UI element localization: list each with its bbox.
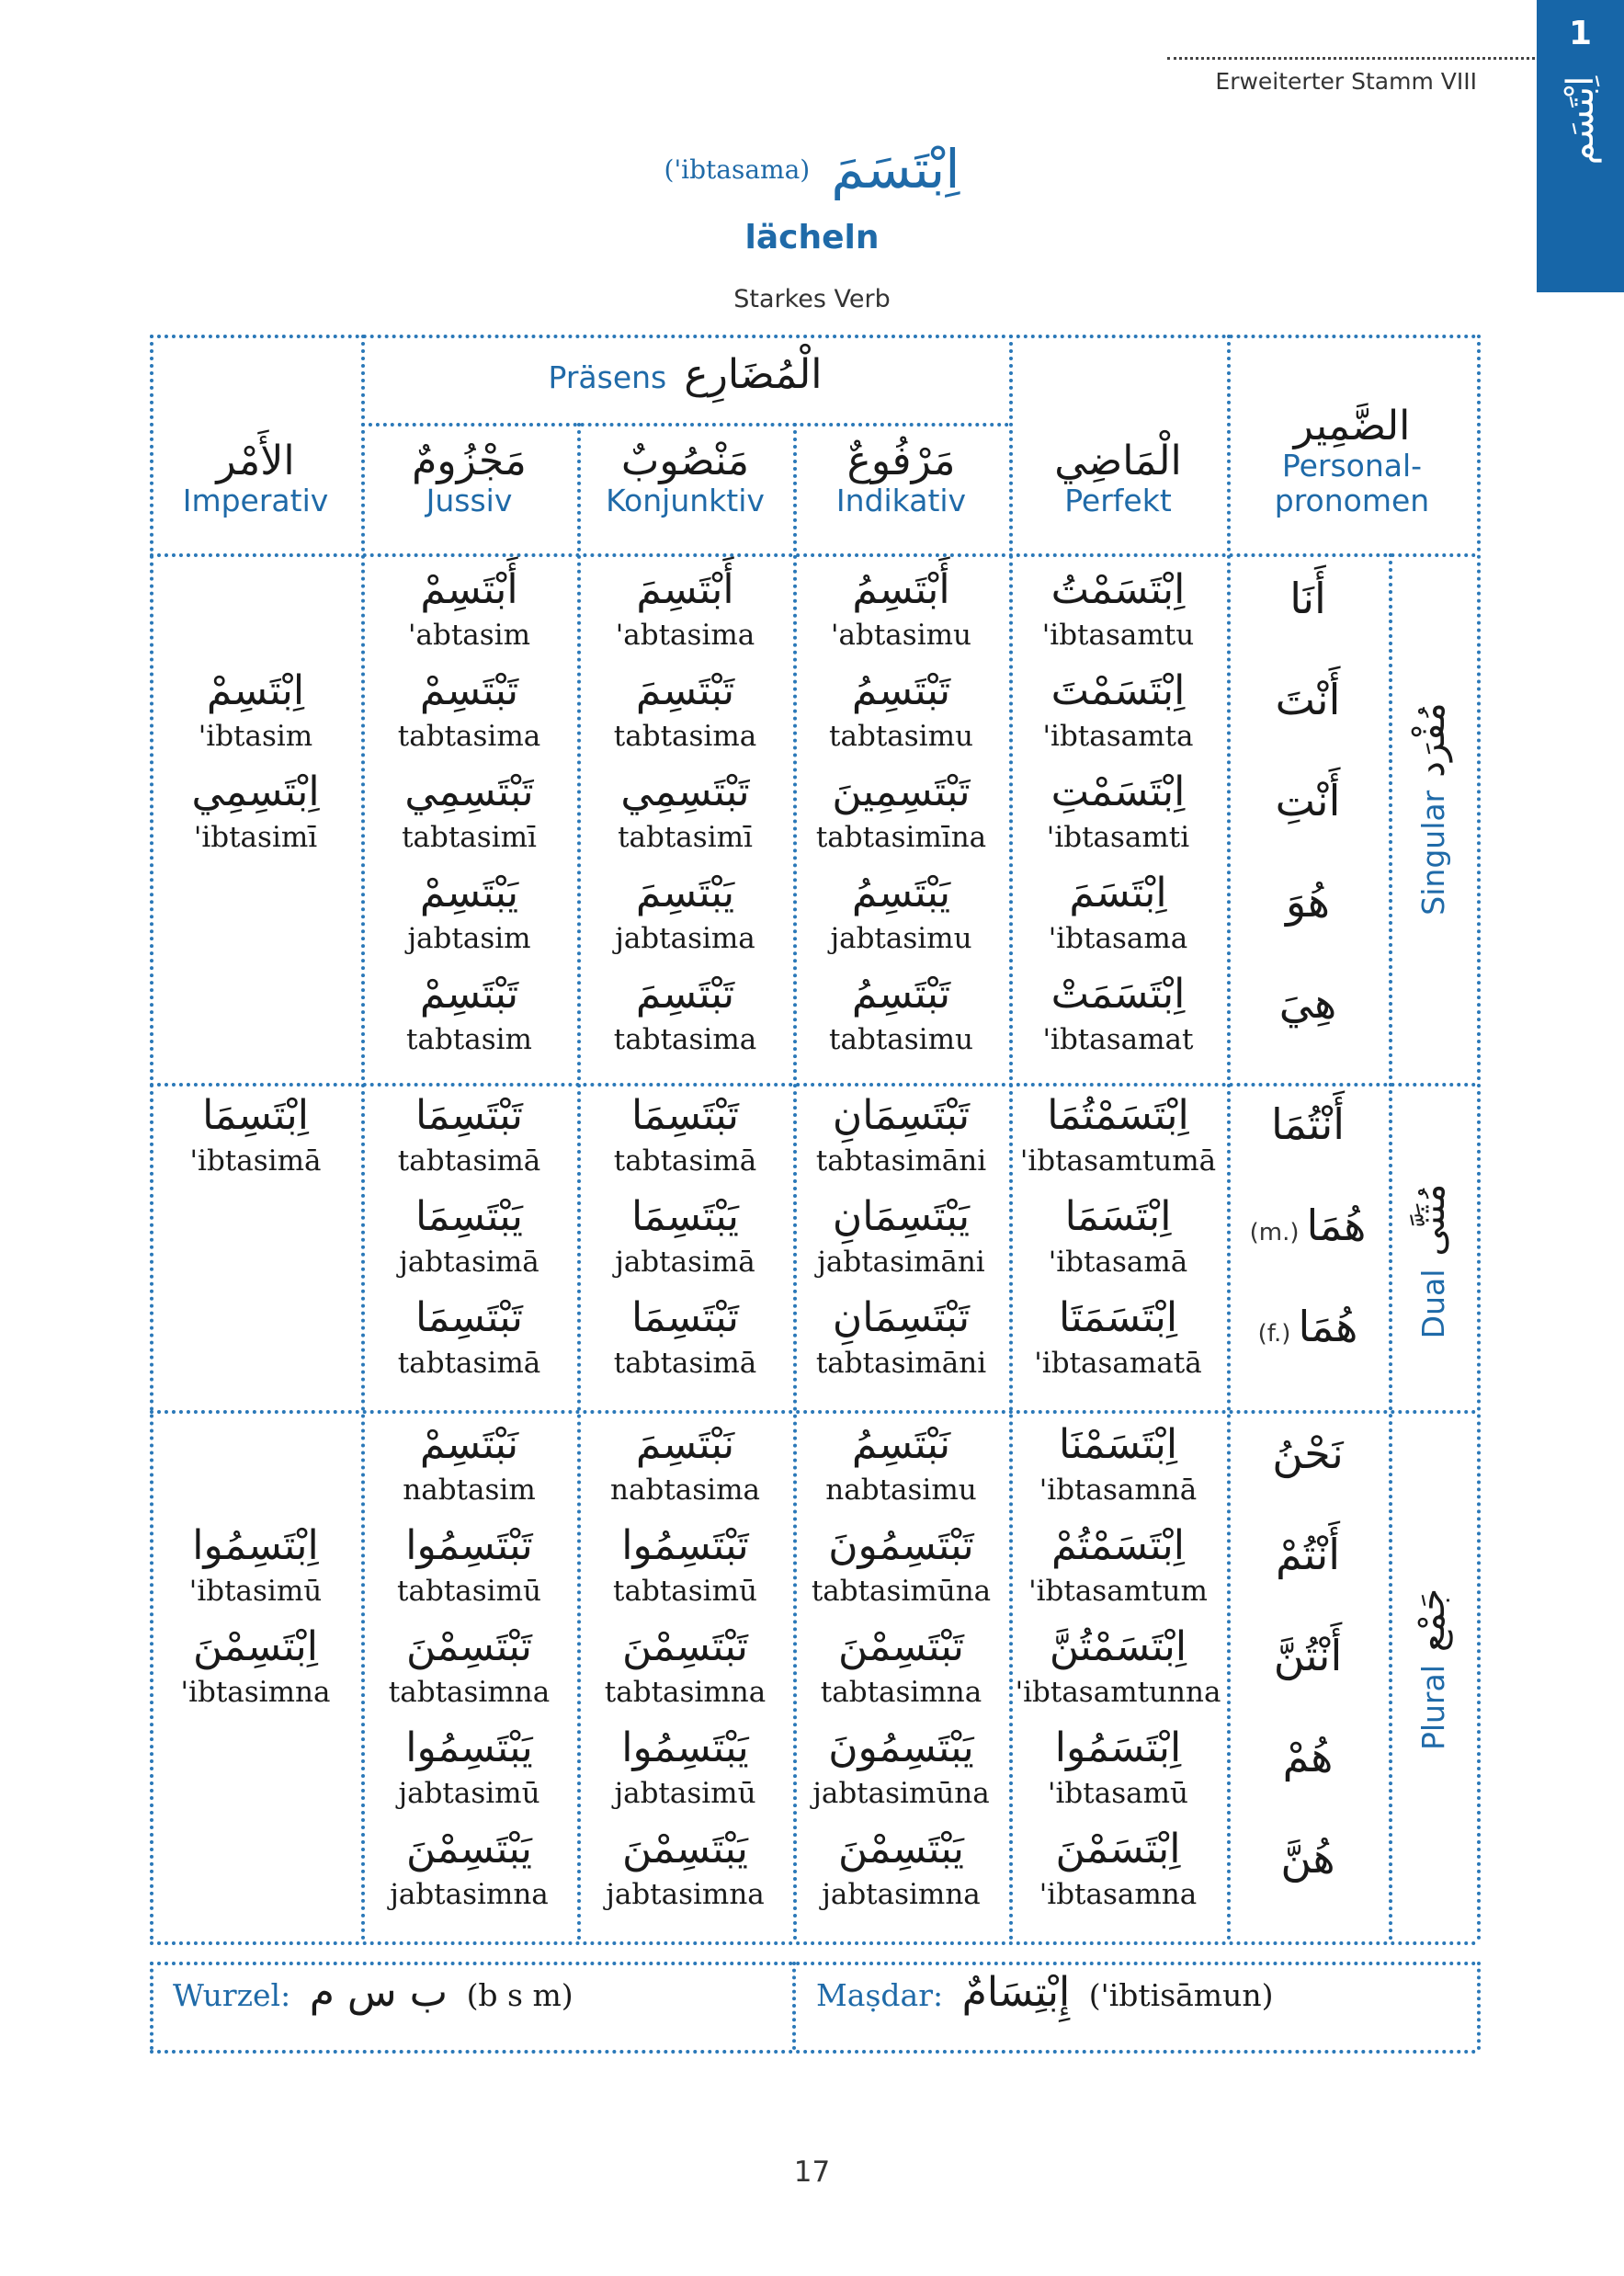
perf-form-translit: 'ibtasamā — [1048, 1246, 1188, 1279]
konj-form-translit: tabtasimū — [613, 1575, 757, 1608]
imperativ-label: Imperativ — [182, 483, 329, 519]
ind-form-translit: tabtasimna — [820, 1676, 982, 1709]
perf-form-arabic: اِبْتَسَمَا — [1064, 1193, 1172, 1240]
perf-form-translit: 'ibtasamtum — [1028, 1575, 1208, 1608]
juss-form-arabic: يَبْتَسِمُوا — [405, 1724, 533, 1771]
pronoun-text: هُوَ — [1285, 877, 1331, 927]
ind-form-translit: tabtasimāni — [815, 1144, 987, 1178]
footer-masdar — [816, 1969, 1273, 2016]
imp-form-translit: 'ibtasimna — [180, 1676, 331, 1709]
perf-form-arabic: اِبْتَسَمْتِ — [1050, 768, 1186, 815]
header-konjunktiv — [577, 439, 793, 518]
ind-form-arabic: يَبْتَسِمُ — [851, 870, 951, 916]
pronoun-text: أَنْتِ — [1275, 776, 1341, 825]
perf-form-translit: 'ibtasamū — [1048, 1777, 1188, 1810]
ind-form-arabic: تَبْتَسِمْنَ — [838, 1623, 964, 1670]
perf-form-arabic: اِبْتَسَمْتُنَّ — [1049, 1623, 1187, 1670]
juss-form-translit: tabtasimā — [397, 1347, 541, 1380]
perf-form-arabic: اِبْتَسَمَتَا — [1058, 1294, 1178, 1341]
personal-pronoun — [1227, 1428, 1389, 1478]
perf-form-translit: 'ibtasamnā — [1039, 1474, 1198, 1507]
footer-border-right — [1477, 1962, 1481, 2050]
perf-form-arabic: اِبْتَسَمْنَا — [1058, 1421, 1178, 1468]
imp-form-arabic: اِبْتَسِمْ — [206, 667, 305, 714]
konj-form-arabic: تَبْتَسِمَ — [635, 667, 735, 714]
verb-meaning: lächeln — [744, 219, 880, 256]
juss-form-translit: 'abtasim — [407, 619, 530, 652]
col-divider-2 — [577, 423, 581, 1941]
konjunktiv-label: Konjunktiv — [606, 483, 765, 519]
konj-form-arabic: تَبْتَسِمَا — [631, 1294, 739, 1341]
stamm-label: Erweiterter Stamm VIII — [1215, 68, 1477, 95]
header-dotted-rule — [1167, 57, 1535, 60]
ind-form-translit: jabtasimu — [830, 922, 972, 955]
wurzel-arabic: ب س م — [309, 1969, 449, 2016]
singular-dual-divider — [150, 1083, 1477, 1087]
table-border-bottom — [150, 1941, 1477, 1945]
ind-form-translit: jabtasimūna — [812, 1777, 990, 1810]
imperativ-arabic: الأَمْر — [216, 438, 295, 484]
konj-form-translit: tabtasimā — [613, 1144, 757, 1178]
juss-form-arabic: نَبْتَسِمْ — [419, 1421, 519, 1468]
ind-form-arabic: يَبْتَسِمْنَ — [838, 1826, 964, 1872]
jussiv-arabic: مَجْزُومٌ — [412, 438, 527, 484]
header-divider — [150, 553, 1477, 557]
masdar-arabic: إِبْتِسَامٌ — [961, 1969, 1071, 2016]
perf-form-translit: 'ibtasamta — [1042, 720, 1194, 753]
juss-form-arabic: يَبْتَسِمْنَ — [406, 1826, 532, 1872]
juss-form-translit: tabtasimna — [388, 1676, 551, 1709]
footer-border-left — [150, 1962, 153, 2050]
ind-form-translit: tabtasimāni — [815, 1347, 987, 1380]
table-border-right — [1477, 335, 1481, 1941]
pronomen-label-2: pronomen — [1274, 483, 1430, 519]
table-border-top — [150, 335, 1477, 338]
imp-form-translit: 'ibtasimī — [193, 821, 318, 854]
personal-pronoun — [1227, 1201, 1389, 1250]
konj-form-translit: jabtasima — [615, 922, 755, 955]
konj-form-arabic: تَبْتَسِمُوا — [621, 1522, 749, 1569]
pronoun-text: هِيَ — [1278, 978, 1337, 1028]
personal-pronoun — [1227, 1732, 1389, 1781]
masdar-label: Maṣdar: — [816, 1977, 944, 2013]
juss-form-arabic: أَبْتَسِمْ — [420, 566, 518, 613]
number-label-dual: Dualمُثَنَّى — [1411, 1183, 1453, 1339]
juss-form-translit: tabtasima — [397, 720, 541, 753]
juss-form-arabic: تَبْتَسِمِي — [404, 768, 534, 815]
imp-form-translit: 'ibtasim — [198, 720, 313, 753]
ind-form-arabic: تَبْتَسِمَانِ — [832, 1294, 971, 1341]
perf-form-arabic: اِبْتَسَمْنَ — [1055, 1826, 1181, 1872]
gender-label: (m.) — [1249, 1219, 1300, 1246]
ind-form-arabic: تَبْتَسِمُ — [851, 667, 951, 714]
konj-form-arabic: يَبْتَسِمُوا — [621, 1724, 749, 1771]
perf-form-translit: 'ibtasamtu — [1041, 619, 1195, 652]
konj-form-arabic: يَبْتَسِمَا — [631, 1193, 739, 1240]
konj-form-translit: tabtasimī — [618, 821, 753, 854]
perf-form-arabic: اِبْتَسَمْتُمَا — [1047, 1092, 1189, 1139]
juss-form-translit: nabtasim — [403, 1474, 536, 1507]
perfekt-label: Perfekt — [1064, 483, 1172, 519]
konj-form-translit: jabtasimna — [606, 1878, 765, 1911]
number-label-plural: Pluralجَمْع — [1411, 1588, 1453, 1751]
juss-form-arabic: تَبْتَسِمَا — [415, 1092, 523, 1139]
col-divider-3 — [793, 423, 797, 1941]
ind-form-translit: jabtasimna — [822, 1878, 981, 1911]
ind-form-translit: tabtasimūna — [811, 1575, 992, 1608]
ind-form-arabic: يَبْتَسِمُونَ — [828, 1724, 974, 1771]
header-perfekt — [1009, 439, 1227, 518]
personal-pronoun — [1227, 877, 1389, 927]
juss-form-arabic: تَبْتَسِمْنَ — [406, 1623, 532, 1670]
personal-pronoun — [1227, 675, 1389, 724]
juss-form-translit: tabtasimū — [397, 1575, 541, 1608]
juss-form-translit: tabtasimī — [402, 821, 537, 854]
dual-plural-divider — [150, 1410, 1477, 1414]
konj-form-translit: jabtasimā — [615, 1246, 755, 1279]
perf-form-arabic: اِبْتَسَمَ — [1069, 870, 1167, 916]
wurzel-translit: (b s m) — [466, 1977, 574, 2013]
juss-form-arabic: تَبْتَسِمْ — [419, 971, 519, 1018]
ind-form-arabic: تَبْتَسِمَانِ — [832, 1092, 971, 1139]
personal-pronoun — [1227, 1302, 1389, 1351]
personal-pronoun — [1227, 978, 1389, 1028]
perf-form-translit: 'ibtasamatā — [1034, 1347, 1202, 1380]
konj-form-arabic: تَبْتَسِمِي — [620, 768, 750, 815]
page-number: 17 — [793, 2156, 831, 2189]
header-imperativ — [150, 439, 361, 518]
imp-form-arabic: اِبْتَسِمِي — [191, 768, 320, 815]
imp-form-arabic: اِبْتَسِمْنَ — [193, 1623, 318, 1670]
pronoun-text: أَنْتَ — [1275, 675, 1341, 724]
pronoun-text: أَنْتُمْ — [1275, 1530, 1341, 1579]
ind-form-arabic: يَبْتَسِمَانِ — [832, 1193, 971, 1240]
perf-form-arabic: اِبْتَسَمَتْ — [1050, 971, 1186, 1018]
ind-form-translit: tabtasimu — [829, 1023, 973, 1056]
perf-form-translit: 'ibtasamtumā — [1019, 1144, 1217, 1178]
konj-form-arabic: يَبْتَسِمْنَ — [622, 1826, 748, 1872]
indikativ-arabic: مَرْفُوعٌ — [846, 438, 956, 484]
footer-wurzel — [173, 1969, 574, 2016]
ind-form-arabic: أَبْتَسِمُ — [852, 566, 950, 613]
footer-border-bottom — [150, 2050, 1477, 2054]
pronoun-text: أَنْتُنَّ — [1273, 1631, 1343, 1680]
ind-form-arabic: تَبْتَسِمُونَ — [828, 1522, 974, 1569]
perf-form-translit: 'ibtasamna — [1039, 1878, 1198, 1911]
juss-form-arabic: تَبْتَسِمُوا — [405, 1522, 533, 1569]
perf-form-translit: 'ibtasamti — [1046, 821, 1190, 854]
praesens-label: Präsens — [548, 359, 667, 395]
praesens-divider — [361, 423, 1009, 427]
footer-divider — [792, 1962, 796, 2050]
ind-form-arabic: تَبْتَسِمُ — [851, 971, 951, 1018]
perf-form-arabic: اِبْتَسَمْتَ — [1050, 667, 1186, 714]
chapter-number: 1 — [1568, 15, 1593, 52]
perf-form-translit: 'ibtasamat — [1042, 1023, 1194, 1056]
konj-form-translit: tabtasima — [613, 1023, 757, 1056]
juss-form-translit: jabtasimū — [398, 1777, 540, 1810]
verb-type: Starkes Verb — [733, 285, 891, 313]
ind-form-translit: tabtasimīna — [815, 821, 987, 854]
header-pronomen — [1227, 404, 1477, 518]
number-label-singular: Singularمُفْرَد — [1411, 702, 1453, 916]
perf-form-arabic: اِبْتَسَمُوا — [1054, 1724, 1182, 1771]
verb-title — [0, 138, 1624, 200]
konjunktiv-arabic: مَنْصُوبٌ — [620, 438, 750, 484]
pronomen-label-1: Personal- — [1281, 448, 1423, 484]
konj-form-arabic: أَبْتَسِمَ — [636, 566, 734, 613]
konj-form-arabic: تَبْتَسِمَا — [631, 1092, 739, 1139]
juss-form-arabic: تَبْتَسِمْ — [419, 667, 519, 714]
juss-form-translit: jabtasimna — [390, 1878, 549, 1911]
perf-form-translit: 'ibtasamtunna — [1015, 1676, 1221, 1709]
pronoun-text: هُمَا — [1298, 1302, 1358, 1351]
personal-pronoun — [1227, 1099, 1389, 1149]
personal-pronoun — [1227, 574, 1389, 623]
header-jussiv — [361, 439, 577, 518]
juss-form-arabic: تَبْتَسِمَا — [415, 1294, 523, 1341]
ind-form-translit: tabtasimu — [829, 720, 973, 753]
perf-form-arabic: اِبْتَسَمْتُمْ — [1051, 1522, 1185, 1569]
imp-form-arabic: اِبْتَسِمَا — [202, 1092, 309, 1139]
jussiv-label: Jussiv — [426, 483, 513, 519]
perf-form-arabic: اِبْتَسَمْتُ — [1050, 566, 1186, 613]
praesens-arabic: الْمُضَارِع — [684, 351, 823, 398]
juss-form-translit: tabtasim — [406, 1023, 532, 1056]
ind-form-translit: jabtasimāni — [817, 1246, 985, 1279]
juss-form-arabic: يَبْتَسِمَا — [415, 1193, 523, 1240]
pronoun-text: نَحْنُ — [1272, 1428, 1344, 1478]
konj-form-arabic: تَبْتَسِمَ — [635, 971, 735, 1018]
col-divider-6 — [1389, 553, 1392, 1941]
gender-label: (f.) — [1257, 1320, 1291, 1348]
header-indikativ — [793, 439, 1009, 518]
indikativ-label: Indikativ — [835, 483, 967, 519]
personal-pronoun — [1227, 776, 1389, 825]
konj-form-arabic: يَبْتَسِمَ — [635, 870, 735, 916]
chapter-tab-arabic: اِبْتَسَم — [1559, 75, 1602, 165]
perf-form-translit: 'ibtasama — [1048, 922, 1188, 955]
pronoun-text: أَنَا — [1289, 574, 1326, 623]
imp-form-translit: 'ibtasimū — [188, 1575, 323, 1608]
perfekt-arabic: الْمَاضِي — [1054, 438, 1182, 484]
verb-title-arabic: اِبْتَسَمَ — [831, 138, 960, 200]
imp-form-translit: 'ibtasimā — [189, 1144, 322, 1178]
ind-form-translit: 'abtasimu — [831, 619, 971, 652]
konj-form-translit: tabtasimna — [604, 1676, 767, 1709]
masdar-translit: ('ibtisāmun) — [1088, 1977, 1274, 2013]
konj-form-translit: jabtasimū — [614, 1777, 756, 1810]
wurzel-label: Wurzel: — [173, 1977, 291, 2013]
personal-pronoun — [1227, 1833, 1389, 1883]
pronoun-text: هُمَا — [1306, 1201, 1367, 1250]
ind-form-translit: nabtasimu — [825, 1474, 977, 1507]
header-praesens — [361, 353, 1009, 397]
ind-form-arabic: نَبْتَسِمُ — [851, 1421, 951, 1468]
juss-form-translit: jabtasim — [407, 922, 531, 955]
personal-pronoun — [1227, 1631, 1389, 1680]
konj-form-translit: 'abtasima — [615, 619, 755, 652]
pronoun-text: أَنْتُمَا — [1270, 1099, 1346, 1149]
konj-form-translit: tabtasima — [613, 720, 757, 753]
konj-form-arabic: تَبْتَسِمْنَ — [622, 1623, 748, 1670]
verb-title-translit: ('ibtasama) — [664, 154, 811, 185]
footer-border-top — [150, 1962, 1477, 1965]
juss-form-arabic: يَبْتَسِمْ — [419, 870, 519, 916]
pronoun-text: هُمْ — [1282, 1732, 1334, 1781]
konj-form-translit: nabtasima — [610, 1474, 760, 1507]
juss-form-translit: jabtasimā — [399, 1246, 539, 1279]
konj-form-arabic: نَبْتَسِمَ — [635, 1421, 735, 1468]
personal-pronoun — [1227, 1530, 1389, 1579]
juss-form-translit: tabtasimā — [397, 1144, 541, 1178]
pronomen-arabic: الضَّمِير — [1293, 403, 1411, 450]
ind-form-arabic: تَبْتَسِمِينَ — [832, 768, 971, 815]
imp-form-arabic: اِبْتَسِمُوا — [192, 1522, 319, 1569]
konj-form-translit: tabtasimā — [613, 1347, 757, 1380]
pronoun-text: هُنَّ — [1280, 1833, 1335, 1883]
